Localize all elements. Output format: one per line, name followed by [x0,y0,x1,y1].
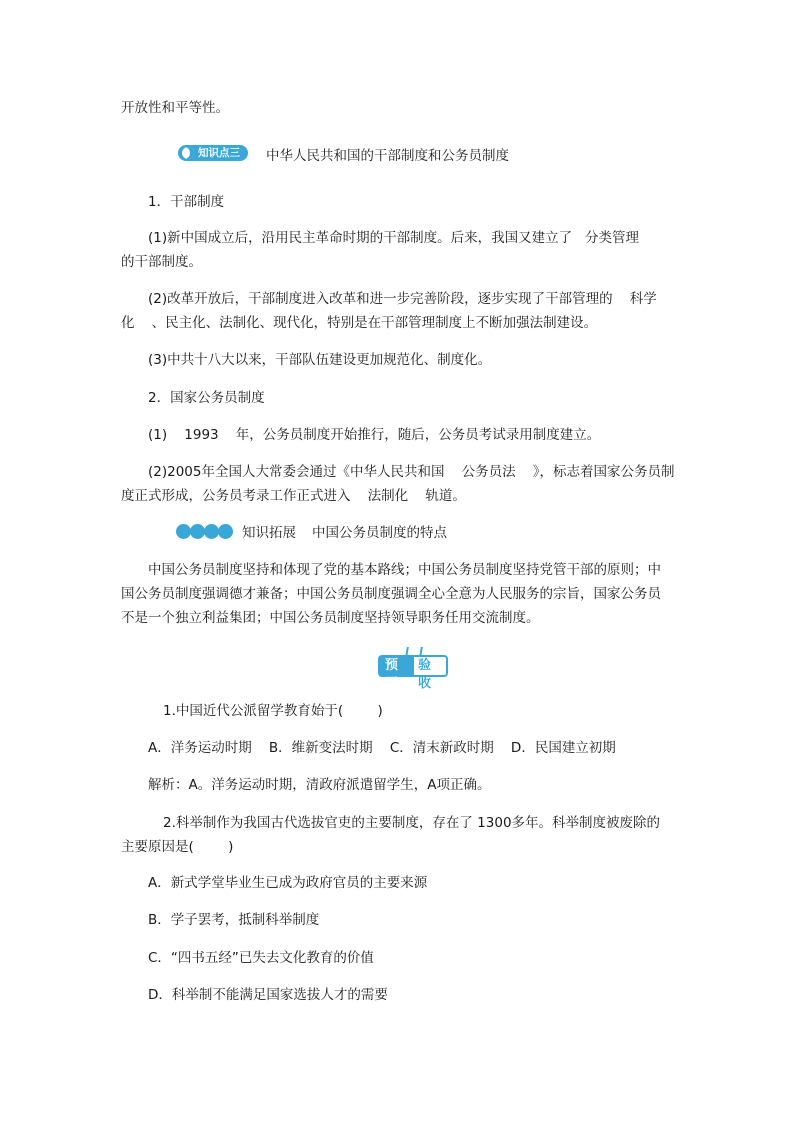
paragraph-text: 不是一个独立利益集团；中国公务员制度坚持领导职务任用交流制度。 [121,610,540,626]
option-d: D．科举制不能满足国家选拔人才的需要 [148,987,388,1003]
paragraph-text: 度正式形成，公务员考录工作正式进入 法制化 轨道。 [121,488,466,504]
badge-label: 知识点三 [198,147,240,159]
question-options: A．洋务运动时期 B．维新变法时期 C．清末新政时期 D．民国建立初期 [148,740,616,756]
paragraph-text: 中国公务员制度坚持和体现了党的基本路线；中国公务员制度坚持党管干部的原则；中 [148,562,661,578]
preview-check-stamp [378,655,448,691]
subheading: 1．干部制度 [148,194,225,210]
option-c: C．“四书五经”已失去文化教育的价值 [148,950,374,966]
badge-icon [182,147,194,159]
question-text: 2.科举制作为我国古代选拔官吏的主要制度，存在了 1300多年。科举制度被废除的 [163,815,661,831]
paragraph-text: (1)新中国成立后，沿用民主革命时期的干部制度。后来，我国又建立了 分类管理 [148,230,639,246]
question-text: 1.中国近代公派留学教育始于( ) [163,703,383,719]
paragraph-text: 国公务员制度强调德才兼备；中国公务员制度强调全心全意为人民服务的宗旨，国家公务员 [121,586,661,602]
extension-label: 知识拓展 [242,525,296,541]
paragraph-text: (1) 1993 年，公务员制度开始推行，随后，公务员考试录用制度建立。 [148,427,601,443]
extension-dots-icon [176,524,232,540]
paragraph-text: 化 、民主化、法制化、现代化，特别是在干部管理制度上不断加强法制建设。 [121,315,598,331]
stamp-left: 预习 [380,657,414,675]
section-title: 中华人民共和国的干部制度和公务员制度 [266,148,509,164]
paragraph-text: (3)中共十八大以来，干部队伍建设更加规范化、制度化。 [148,352,492,368]
section-badge [178,145,248,161]
paragraph-text: (2)改革开放后，干部制度进入改革和进一步完善阶段，逐步实现了干部管理的 科学 [148,291,657,307]
question-text: 主要原因是( ) [121,839,234,855]
paragraph-text: 的干部制度。 [121,254,202,270]
answer-text: 解析：A。洋务运动时期，清政府派遣留学生，A项正确。 [148,777,491,793]
extension-title: 中国公务员制度的特点 [312,525,447,541]
option-b: B．学子罢考，抵制科举制度 [148,912,320,928]
paragraph-text: (2)2005年全国人大常委会通过《中华人民共和国 公务员法 》，标志着国家公务员制 [148,464,675,480]
paragraph-text: 开放性和平等性。 [121,100,229,116]
stamp-right: 验收 [418,658,432,691]
book-icon [405,647,423,657]
subheading: 2．国家公务员制度 [148,390,265,406]
option-a: A．新式学堂毕业生已成为政府官员的主要来源 [148,875,428,891]
